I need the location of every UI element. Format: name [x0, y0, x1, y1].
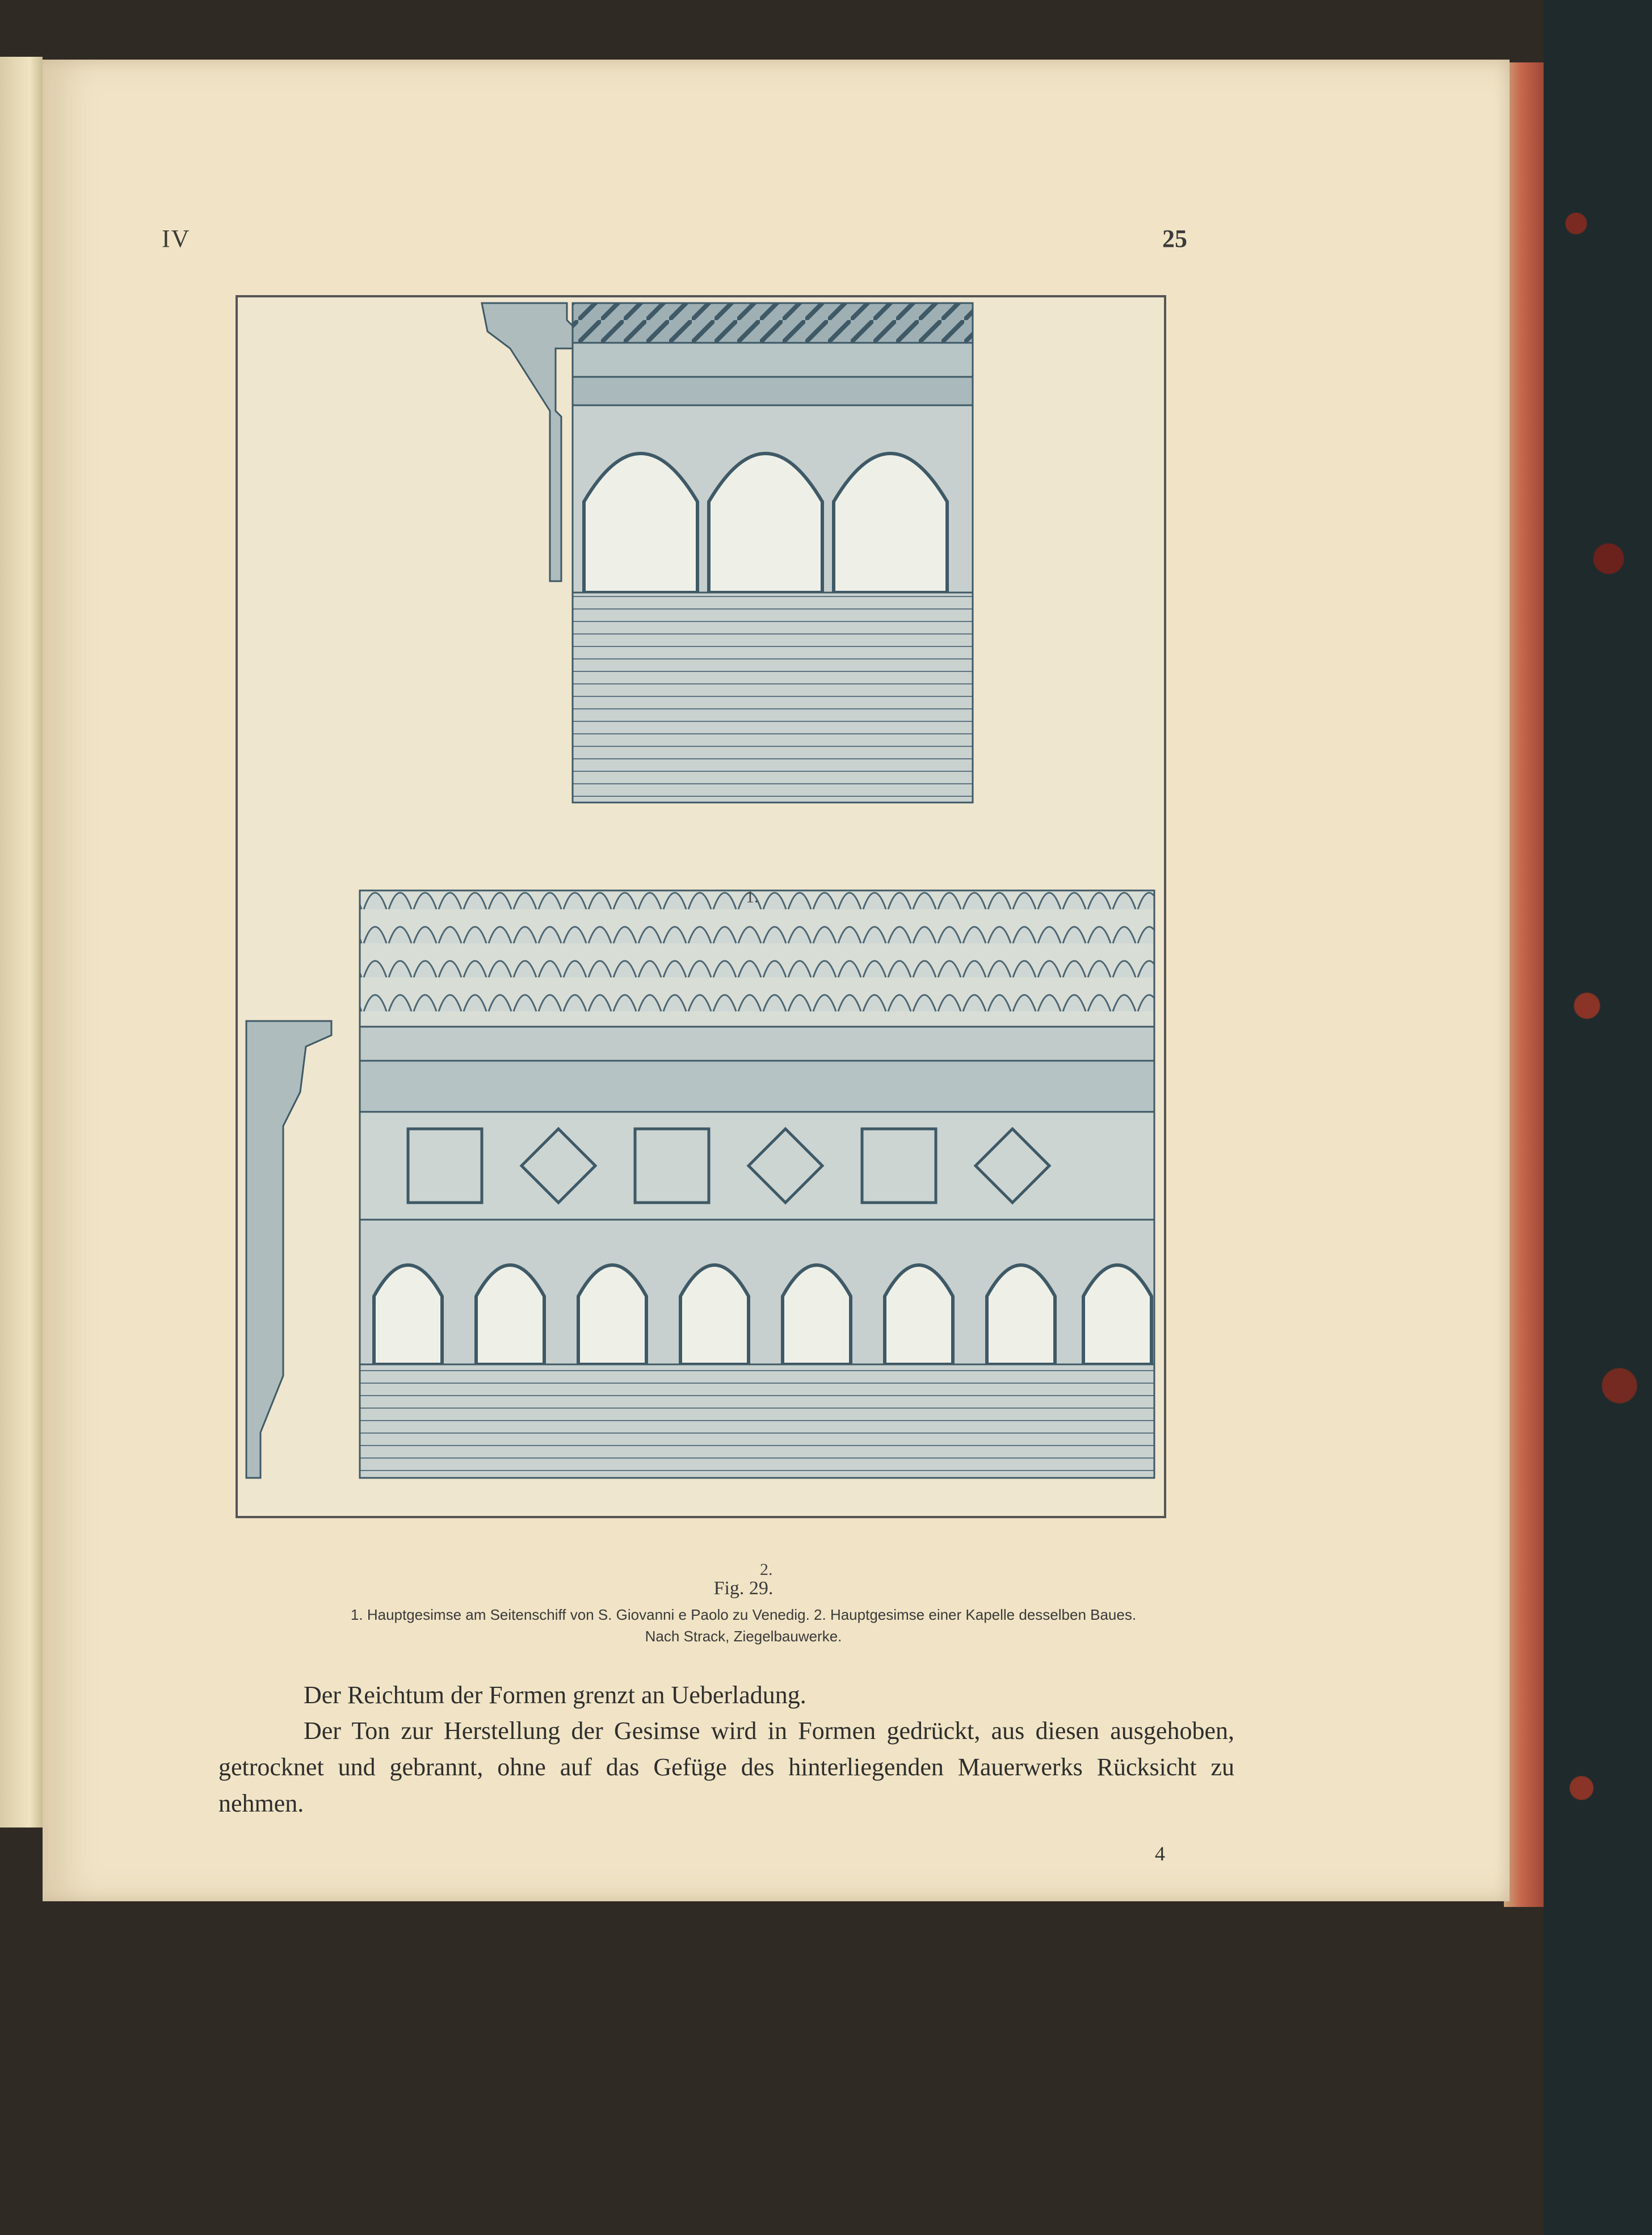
chapter-number: IV	[162, 225, 191, 253]
figure-2-drawing	[246, 890, 1154, 1478]
signature-mark: 4	[1155, 1842, 1165, 1865]
paragraph-1: Der Reichtum der Formen grenzt an Ueberladung.	[304, 1681, 806, 1709]
page-number: 25	[1162, 225, 1187, 253]
cornice-illustration	[238, 297, 1164, 1516]
figure-plate	[236, 295, 1166, 1579]
figure-title: Fig. 29.	[713, 1578, 774, 1599]
figure-1-drawing	[482, 303, 973, 803]
figure-source: Nach Strack, Ziegelbauwerke.	[645, 1628, 842, 1645]
figure-1-label: 1.	[746, 888, 759, 906]
figure-caption: 1. Hauptgesimse am Seitenschiff von S. Giovanni e Paolo zu Venedig. 2. Hauptgesimse einer Kapelle desselben Baues.	[350, 1606, 1137, 1623]
page-block-edge	[1504, 62, 1544, 1907]
marbled-cover	[1544, 0, 1652, 2235]
left-page-edge	[0, 57, 43, 1828]
paragraph-2: Der Ton zur Herstellung der Gesimse wird in Formen gedrückt, aus diesen ausgehoben, getrocknet und gebrannt, ohne auf das Gefüge des hinterliegenden Mauerwerks Rücksicht zu nehmen.	[218, 1717, 1234, 1817]
figure-2-label: 2.	[760, 1560, 773, 1579]
